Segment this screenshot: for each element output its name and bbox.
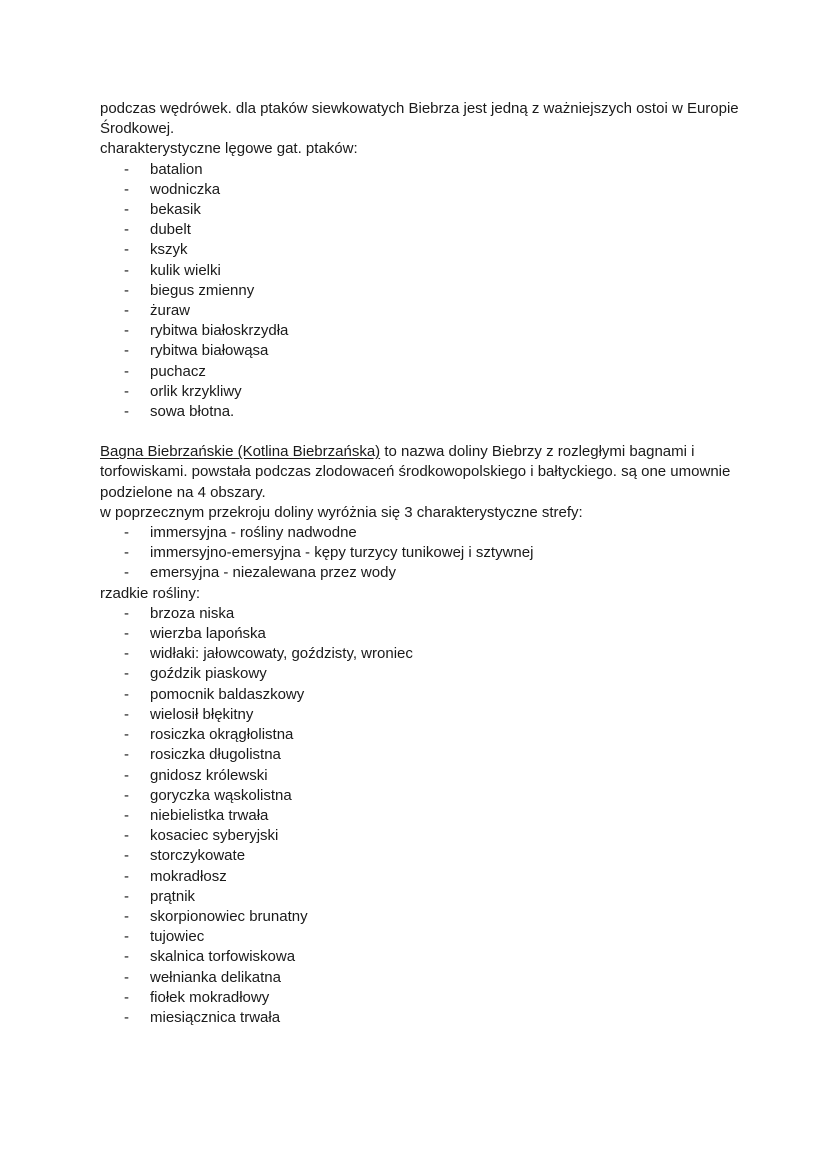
dash-bullet: - [124,645,129,663]
dash-bullet: - [124,766,129,784]
dash-bullet: - [124,261,129,279]
bagna-text: to nazwa doliny Biebrzy z rozległymi bagnami i torfowiskami. powstała podczas zlodowaceń środkowopolskiego i bałtyckiego. są one umownie podzielone na 4 obszary. [100,443,731,501]
list-item-text: skalnica torfowiskowa [150,948,296,966]
list-item [100,321,740,341]
list-item-text: wodniczka [150,180,221,198]
list-item [100,1008,740,1028]
dash-bullet: - [124,806,129,824]
list-item [100,523,740,543]
dash-bullet: - [124,928,129,946]
list-item-text: wielosił błękitny [150,705,254,723]
list-item-text: kszyk [150,241,188,259]
plants-heading: rzadkie rośliny: [100,584,201,602]
dash-bullet: - [124,988,129,1006]
dash-bullet: - [124,382,129,400]
list-item [100,968,740,988]
list-item-text: batalion [150,160,203,178]
birds-list [100,160,740,423]
dash-bullet: - [124,665,129,683]
spacer [100,422,740,442]
list-item-text: wierzba lapońska [150,625,266,643]
list-item-text: prątnik [150,887,196,905]
list-item [100,563,740,583]
list-item [100,200,740,220]
list-item-text: goryczka wąskolistna [150,786,292,804]
list-item [100,301,740,321]
dash-bullet: - [124,241,129,259]
list-item [100,382,740,402]
list-item [100,725,740,745]
list-item-text: brzoza niska [150,604,235,622]
list-item-text: tujowiec [150,928,205,946]
list-item [100,341,740,361]
birds-heading: charakterystyczne lęgowe gat. ptaków: [100,140,358,158]
list-item-text: puchacz [150,362,206,380]
dash-bullet: - [124,968,129,986]
list-item [100,160,740,180]
list-item [100,705,740,725]
dash-bullet: - [124,887,129,905]
list-item-text: immersyjno-emersyjna - kępy turzycy tunikowej i sztywnej [150,544,534,562]
dash-bullet: - [124,160,129,178]
dash-bullet: - [124,544,129,562]
dash-bullet: - [124,221,129,239]
list-item-text: dubelt [150,221,191,239]
document-page [100,99,740,1028]
dash-bullet: - [124,564,129,582]
bagna-paragraph [100,442,740,503]
list-item [100,543,740,563]
list-item-text: wełnianka delikatna [150,968,281,986]
list-item-text: gnidosz królewski [150,766,268,784]
list-item-text: mokradłosz [150,867,227,885]
list-item [100,846,740,866]
zones-list [100,523,740,584]
bagna-title-link[interactable]: Bagna Biebrzańskie (Kotlina Biebrzańska) [100,443,381,461]
list-item [100,988,740,1008]
list-item-text: miesiącznica trwała [150,1008,281,1026]
dash-bullet: - [124,726,129,744]
list-item [100,927,740,947]
dash-bullet: - [124,180,129,198]
list-item [100,240,740,260]
list-item-text: storczykowate [150,847,246,865]
list-item [100,867,740,887]
dash-bullet: - [124,746,129,764]
dash-bullet: - [124,362,129,380]
dash-bullet: - [124,524,129,542]
list-item [100,261,740,281]
list-item-text: rybitwa białowąsa [150,342,269,360]
dash-bullet: - [124,948,129,966]
list-item-text: rybitwa białoskrzydła [150,322,289,340]
dash-bullet: - [124,342,129,360]
list-item [100,402,740,422]
dash-bullet: - [124,625,129,643]
zones-heading: w poprzecznym przekroju doliny wyróżnia się 3 charakterystyczne strefy: [100,503,583,521]
list-item [100,664,740,684]
list-item [100,786,740,806]
plants-list [100,604,740,1028]
list-item-text: pomocnik baldaszkowy [150,685,305,703]
dash-bullet: - [124,281,129,299]
list-item-text: kulik wielki [150,261,221,279]
list-item [100,685,740,705]
list-item-text: sowa błotna. [150,403,235,421]
list-item-text: rosiczka okrągłolistna [150,726,294,744]
list-item-text: widłaki: jałowcowaty, goździsty, wroniec [150,645,413,663]
list-item [100,766,740,786]
list-item-text: orlik krzykliwy [150,382,242,400]
list-item [100,644,740,664]
dash-bullet: - [124,867,129,885]
list-item [100,947,740,967]
list-item-text: kosaciec syberyjski [150,827,279,845]
list-item [100,281,740,301]
dash-bullet: - [124,827,129,845]
list-item [100,745,740,765]
intro-paragraph: podczas wędrówek. dla ptaków siewkowatych Biebrza jest jedną z ważniejszych ostoi w Europie Środkowej. [100,100,739,138]
list-item [100,362,740,382]
list-item-text: rosiczka długolistna [150,746,281,764]
list-item-text: bekasik [150,201,201,219]
list-item [100,907,740,927]
dash-bullet: - [124,201,129,219]
list-item-text: żuraw [150,302,191,320]
dash-bullet: - [124,907,129,925]
list-item [100,180,740,200]
list-item-text: emersyjna - niezalewana przez wody [150,564,396,582]
dash-bullet: - [124,302,129,320]
list-item [100,806,740,826]
list-item [100,826,740,846]
dash-bullet: - [124,685,129,703]
list-item [100,604,740,624]
list-item-text: skorpionowiec brunatny [150,907,308,925]
dash-bullet: - [124,604,129,622]
list-item-text: goździk piaskowy [150,665,267,683]
dash-bullet: - [124,1008,129,1026]
list-item-text: fiołek mokradłowy [150,988,270,1006]
list-item-text: biegus zmienny [150,281,255,299]
dash-bullet: - [124,403,129,421]
dash-bullet: - [124,786,129,804]
list-item-text: niebielistka trwała [150,806,269,824]
list-item [100,624,740,644]
list-item [100,887,740,907]
list-item [100,220,740,240]
dash-bullet: - [124,847,129,865]
dash-bullet: - [124,322,129,340]
list-item-text: immersyjna - rośliny nadwodne [150,524,357,542]
dash-bullet: - [124,705,129,723]
